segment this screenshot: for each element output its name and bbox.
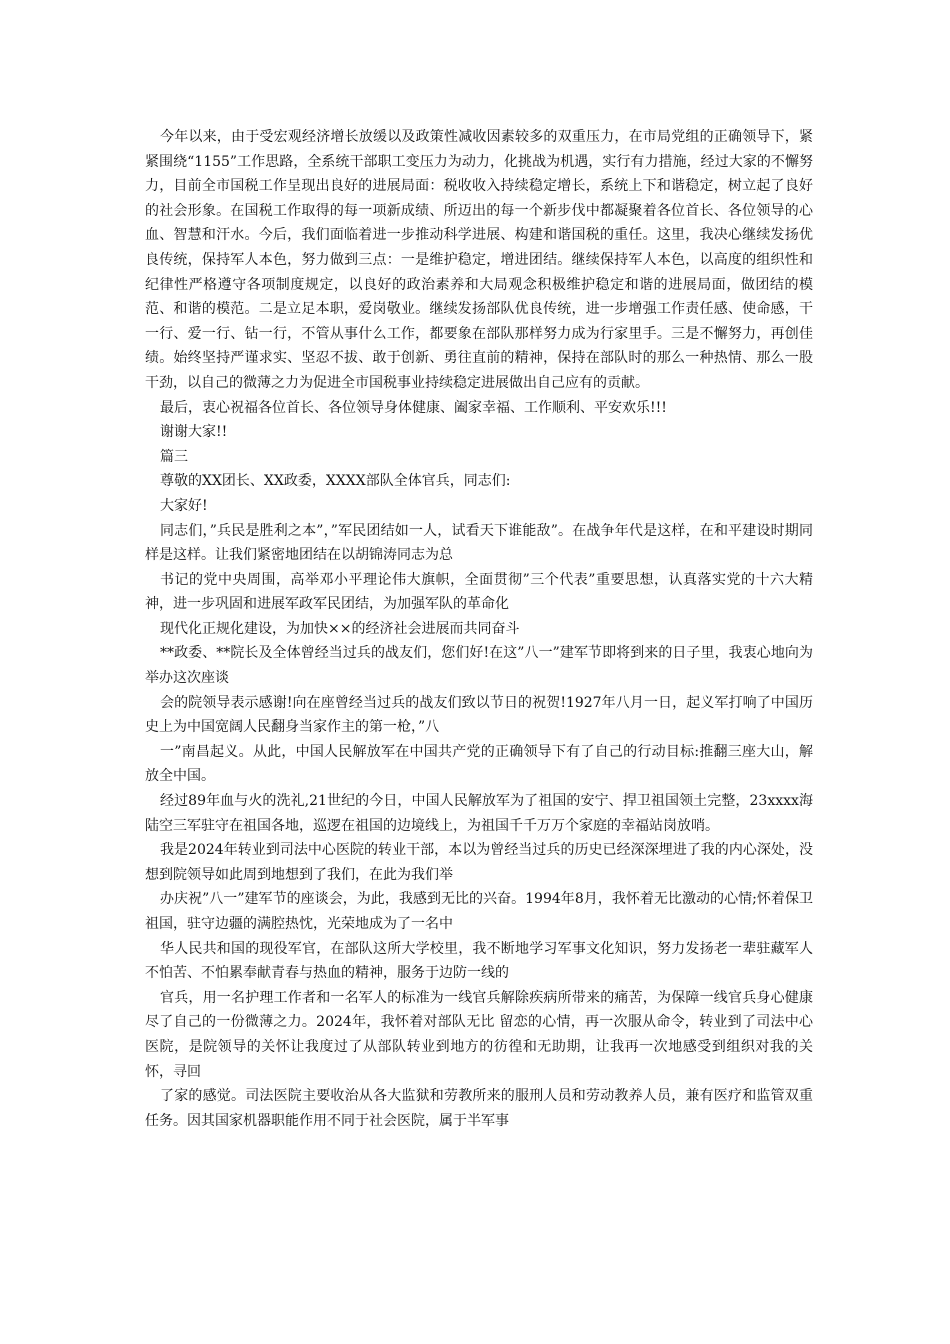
paragraph-salutation: 尊敬的XX团长、XX政委，XXXX部队全体官兵，同志们: xyxy=(160,473,511,490)
paragraph-tax-work-review: 今年以来，由于受宏观经济增长放缓以及政策性减收因素较多的双重压力，在市局党组的正确领导下，紧紧围绕“1155”工作思路，全系统干部职工变压力为动力，化挑战为机遇，实行有力措施，经过大家的不懈努力，目前全市国税工作呈现出良好的进展局面：税收收入持续稳定增长，系统上下和谐稳定，树立起了良好的社会形象。在国税工作取得的每一项新成绩、所迈出的每一个新步伐中都凝聚着各位首长、各位领导的心血、智慧和汗水。今后，我们面临着进一步推动科学进展、构建和谐国税的重任。这里，我决心继续发扬优良传统，保持军人本色，努力做到三点：一是维护稳定，增进团结。继续保持军人本色，以高度的组织性和纪律性严格遵守各项制度规定，以良好的政治素养和大局观念积极维护稳定和谐的进展局面，做团结的模范、和谐的模范。二是立足本职，爱岗敬业。继续发扬部队优良传统，进一步增强工作责任感、使命感，干一行、爱一行、钻一行，不管从事什么工作，都要象在部队那样努力成为行家里手。三是不懈努力，再创佳绩。始终坚持严谨求实、坚忍不拔、敢于创新、勇往直前的精神，保持在部队时的那么一种热情、那么一股干劲，以自己的微薄之力为促进全市国税事业持续稳定进展做出自己应有的贡献。 xyxy=(145,129,813,391)
paragraph-active-service: 华人民共和国的现役军官，在部队这所大学校里，我不断地学习军事文化知识，努力发扬老一辈驻藏军人不怕苦、不怕累奉献青春与热血的精神，服务于边防一线的 xyxy=(145,940,813,982)
paragraph-nursing-service: 官兵，用一名护理工作者和一名军人的标准为一线官兵解除疾病所带来的痛苦，为保障一线官兵身心健康尽了自己的一份微薄之力。2024年，我怀着对部队无比 留恋的心情，再一次服从命令，转业到了司法中心医院，是院领导的关怀让我度过了从部队转业到地方的彷徨和无助期，让我再一次地感受到组织对我的关怀，寻回 xyxy=(145,989,813,1080)
paragraph-pla-history: 经过89年血与火的洗礼,21世纪的今日，中国人民解放军为了祖国的安宁、捍卫祖国领土完整，23xxxx海陆空三军驻守在祖国各地，巡逻在祖国的边境线上，为祖国千千万万个家庭的幸福站岗放哨。 xyxy=(145,793,813,834)
paragraph-greeting: 大家好! xyxy=(160,497,208,514)
paragraph-august-1994: 办庆祝”八一”建军节的座谈会，为此，我感到无比的兴奋。1994年8月，我怀着无比激动的心情;怀着保卫祖国，驻守边疆的满腔热忱，光荣地成为了一名中 xyxy=(145,891,813,932)
paragraph-party-central: 书记的党中央周围，高举邓小平理论伟大旗帜，全面贯彻”三个代表”重要思想，认真落实党的十六大精神，进一步巩固和进展军政军民团结，为加强军队的革命化 xyxy=(145,571,813,613)
paragraph-thanks-to-leaders: 会的院领导表示感谢!向在座曾经当过兵的战友们致以节日的祝贺!1927年八月一日，起义军打响了中国历史上为中国宽阔人民翻身当家作主的第一枪，”八 xyxy=(145,694,813,736)
paragraph-thanks: 谢谢大家!! xyxy=(160,424,228,441)
paragraph-personal-transfer: 我是2024年转业到司法中心医院的转业干部，本以为曾经当过兵的历史已经深深埋进了我的内心深处，没想到院领导如此周到地想到了我们，在此为我们举 xyxy=(145,842,813,883)
paragraph-judicial-hospital: 了家的感觉。司法医院主要收治从各大监狱和劳教所来的服刑人员和劳动教养人员，兼有医疗和监管双重任务。因其国家机器职能作用不同于社会医院，属于半军事 xyxy=(145,1088,813,1129)
paragraph-closing-wishes: 最后，衷心祝福各位首长、各位领导身体健康、阖家幸福、工作顺利、平安欢乐!!! xyxy=(160,399,667,416)
document-page xyxy=(145,125,813,1133)
paragraph-military-civilian-unity: 同志们，”兵民是胜利之本”，”军民团结如一人，试看天下谁能敌”。在战争年代是这样，在和平建设时期同样是这样。让我们紧密地团结在以胡锦涛同志为总 xyxy=(145,522,813,564)
paragraph-modernization: 现代化正规化建设，为加快××的经济社会进展而共同奋斗 xyxy=(160,620,520,637)
paragraph-nanchang-uprising: 一”南昌起义。从此，中国人民解放军在中国共产党的正确领导下有了自己的行动目标:推翻三座大山，解放全中国。 xyxy=(145,743,813,785)
section-heading-part-three: 篇三 xyxy=(160,448,188,465)
paragraph-veteran-greeting: **政委、**院长及全体曾经当过兵的战友们，您们好!在这”八一”建军节即将到来的日子里，我衷心地向为举办这次座谈 xyxy=(145,645,813,687)
